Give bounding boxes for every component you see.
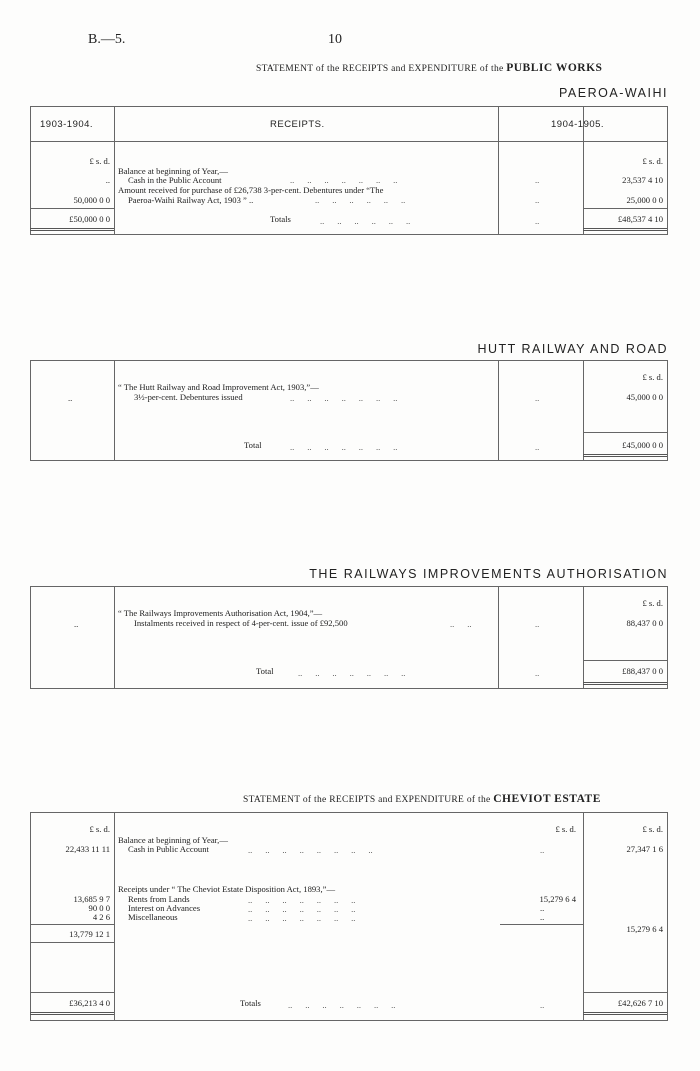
table-hutt-railway: [30, 360, 668, 462]
cash-right: 27,347 1 6: [626, 844, 663, 854]
section-heading-paeroa-waihi: PAEROA-WAIHI: [559, 86, 668, 100]
currency-header: £ s. d.: [642, 372, 663, 382]
item-label-miscellaneous: Miscellaneous: [128, 912, 178, 922]
cell-left-dash: ..: [68, 393, 73, 403]
table-paeroa-waihi: [30, 106, 668, 236]
row-label-balance: Balance at beginning of Year,—: [118, 166, 228, 176]
currency-header-left: £ s. d.: [89, 824, 110, 834]
section-heading-hutt-railway: HUTT RAILWAY AND ROAD: [477, 342, 668, 356]
debentures-value: 45,000 0 0: [626, 392, 663, 402]
currency-header-right: £ s. d.: [642, 156, 663, 166]
row-label-act: Paeroa-Waihi Railway Act, 1903 ” ..: [128, 195, 254, 205]
dot-leader: .. .. .. .. .. ..: [320, 216, 411, 226]
item-mid-miscellaneous: ..: [540, 912, 545, 922]
total-value: £88,437 0 0: [622, 666, 663, 676]
cell-left-act: 50,000 0 0: [73, 195, 110, 205]
dot-leader: ..: [535, 619, 540, 629]
column-header-1903-1904: 1903-1904.: [40, 119, 94, 130]
page-number: 10: [328, 32, 342, 47]
receipts-label: Receipts under “ The Cheviot Estate Disposition Act, 1893,”—: [118, 884, 336, 894]
total-label: Total: [244, 440, 262, 450]
currency-header-mid: £ s. d.: [555, 824, 576, 834]
column-header-receipts: RECEIPTS.: [270, 119, 325, 130]
act-title: “ The Hutt Railway and Road Improvement Act, 1903,”—: [118, 382, 319, 392]
statement-title-text: STATEMENT of the RECEIPTS and EXPENDITURE of the: [256, 64, 504, 74]
dot-leader: .. .. .. .. .. .. ..: [288, 1000, 396, 1010]
dot-leader: .. .. .. .. .. .. ..: [248, 895, 356, 905]
item-left-interest: 90 0 0: [88, 903, 110, 913]
dot-leader: ..: [535, 393, 540, 403]
item-label-interest: Interest on Advances: [128, 903, 201, 913]
statement-title-public-works: [256, 62, 602, 74]
item-mid-rents: 15,279 6 4: [539, 894, 576, 904]
dot-leader: .. .. .. .. .. .. ..: [290, 442, 398, 452]
cell-left-dash: ..: [74, 619, 79, 629]
currency-header-right: £ s. d.: [642, 824, 663, 834]
statement-title-bold: CHEVIOT ESTATE: [493, 793, 601, 805]
cell-left-cash: ..: [105, 175, 110, 185]
item-left-rents: 13,685 9 7: [73, 894, 110, 904]
statement-title-text: STATEMENT of the RECEIPTS and EXPENDITURE of the: [243, 795, 491, 805]
debentures-label: 3½-per-cent. Debentures issued: [134, 392, 243, 402]
dot-leader: .. .. .. .. .. ..: [315, 195, 406, 205]
subtotal-left: 13,779 12 1: [69, 929, 110, 939]
act-title: “ The Railways Improvements Authorisation Act, 1904,”—: [118, 608, 323, 618]
total-label: Total: [256, 666, 274, 676]
dot-leader: ..: [535, 442, 540, 452]
row-label-amount-received: Amount received for purchase of £26,738 3-per-cent. Debentures under “The: [118, 185, 384, 195]
cell-right-act: 25,000 0 0: [626, 195, 663, 205]
table-railways-improvements: [30, 586, 668, 690]
dot-leader: ..: [535, 668, 540, 678]
currency-header: £ s. d.: [642, 598, 663, 608]
dot-leader: .. .. .. .. .. .. ..: [290, 393, 398, 403]
page-reference: B.—5.: [88, 32, 126, 47]
statement-title-bold: PUBLIC WORKS: [506, 62, 603, 74]
total-left: £36,213 4 0: [69, 998, 110, 1008]
item-label-rents: Rents from Lands: [128, 894, 190, 904]
column-header-1904-1905: 1904-1905.: [551, 119, 605, 130]
dot-leader: .. .. .. .. .. .. ..: [298, 668, 406, 678]
dot-leader: ..: [535, 175, 540, 185]
dot-leader: ..: [535, 195, 540, 205]
dot-leader: .. ..: [450, 619, 472, 629]
subtotal-right: 15,279 6 4: [626, 924, 663, 934]
currency-header-left: £ s. d.: [89, 156, 110, 166]
cash-left: 22,433 11 11: [65, 844, 110, 854]
total-left: £50,000 0 0: [69, 214, 110, 224]
dot-leader: .. .. .. .. .. .. ..: [290, 175, 398, 185]
instalments-value: 88,437 0 0: [626, 618, 663, 628]
item-mid-interest: ..: [540, 903, 545, 913]
totals-label: Totals: [270, 214, 291, 224]
row-label-cash: Cash in the Public Account: [128, 175, 222, 185]
dot-leader: .. .. .. .. .. .. ..: [248, 904, 356, 914]
dot-leader: .. .. .. .. .. .. .. ..: [248, 845, 373, 855]
dot-leader: .. .. .. .. .. .. ..: [248, 913, 356, 923]
cell-right-cash: 23,537 4 10: [622, 175, 663, 185]
totals-label: Totals: [240, 998, 261, 1008]
total-value: £45,000 0 0: [622, 440, 663, 450]
item-left-miscellaneous: 4 2 6: [92, 912, 110, 922]
balance-label: Balance at beginning of Year,—: [118, 835, 228, 845]
section-heading-railways-improvements: THE RAILWAYS IMPROVEMENTS AUTHORISATION: [309, 567, 668, 581]
table-cheviot-estate: [30, 812, 668, 1022]
cash-label: Cash in Public Account: [128, 844, 209, 854]
dot-leader: ..: [540, 845, 545, 855]
statement-title-cheviot-estate: [243, 793, 601, 805]
dot-leader: ..: [540, 1000, 545, 1010]
instalments-label: Instalments received in respect of 4-per-cent. issue of £92,500: [134, 618, 348, 628]
total-right: £48,537 4 10: [617, 214, 663, 224]
total-right: £42,626 7 10: [617, 998, 663, 1008]
dot-leader: ..: [535, 216, 540, 226]
